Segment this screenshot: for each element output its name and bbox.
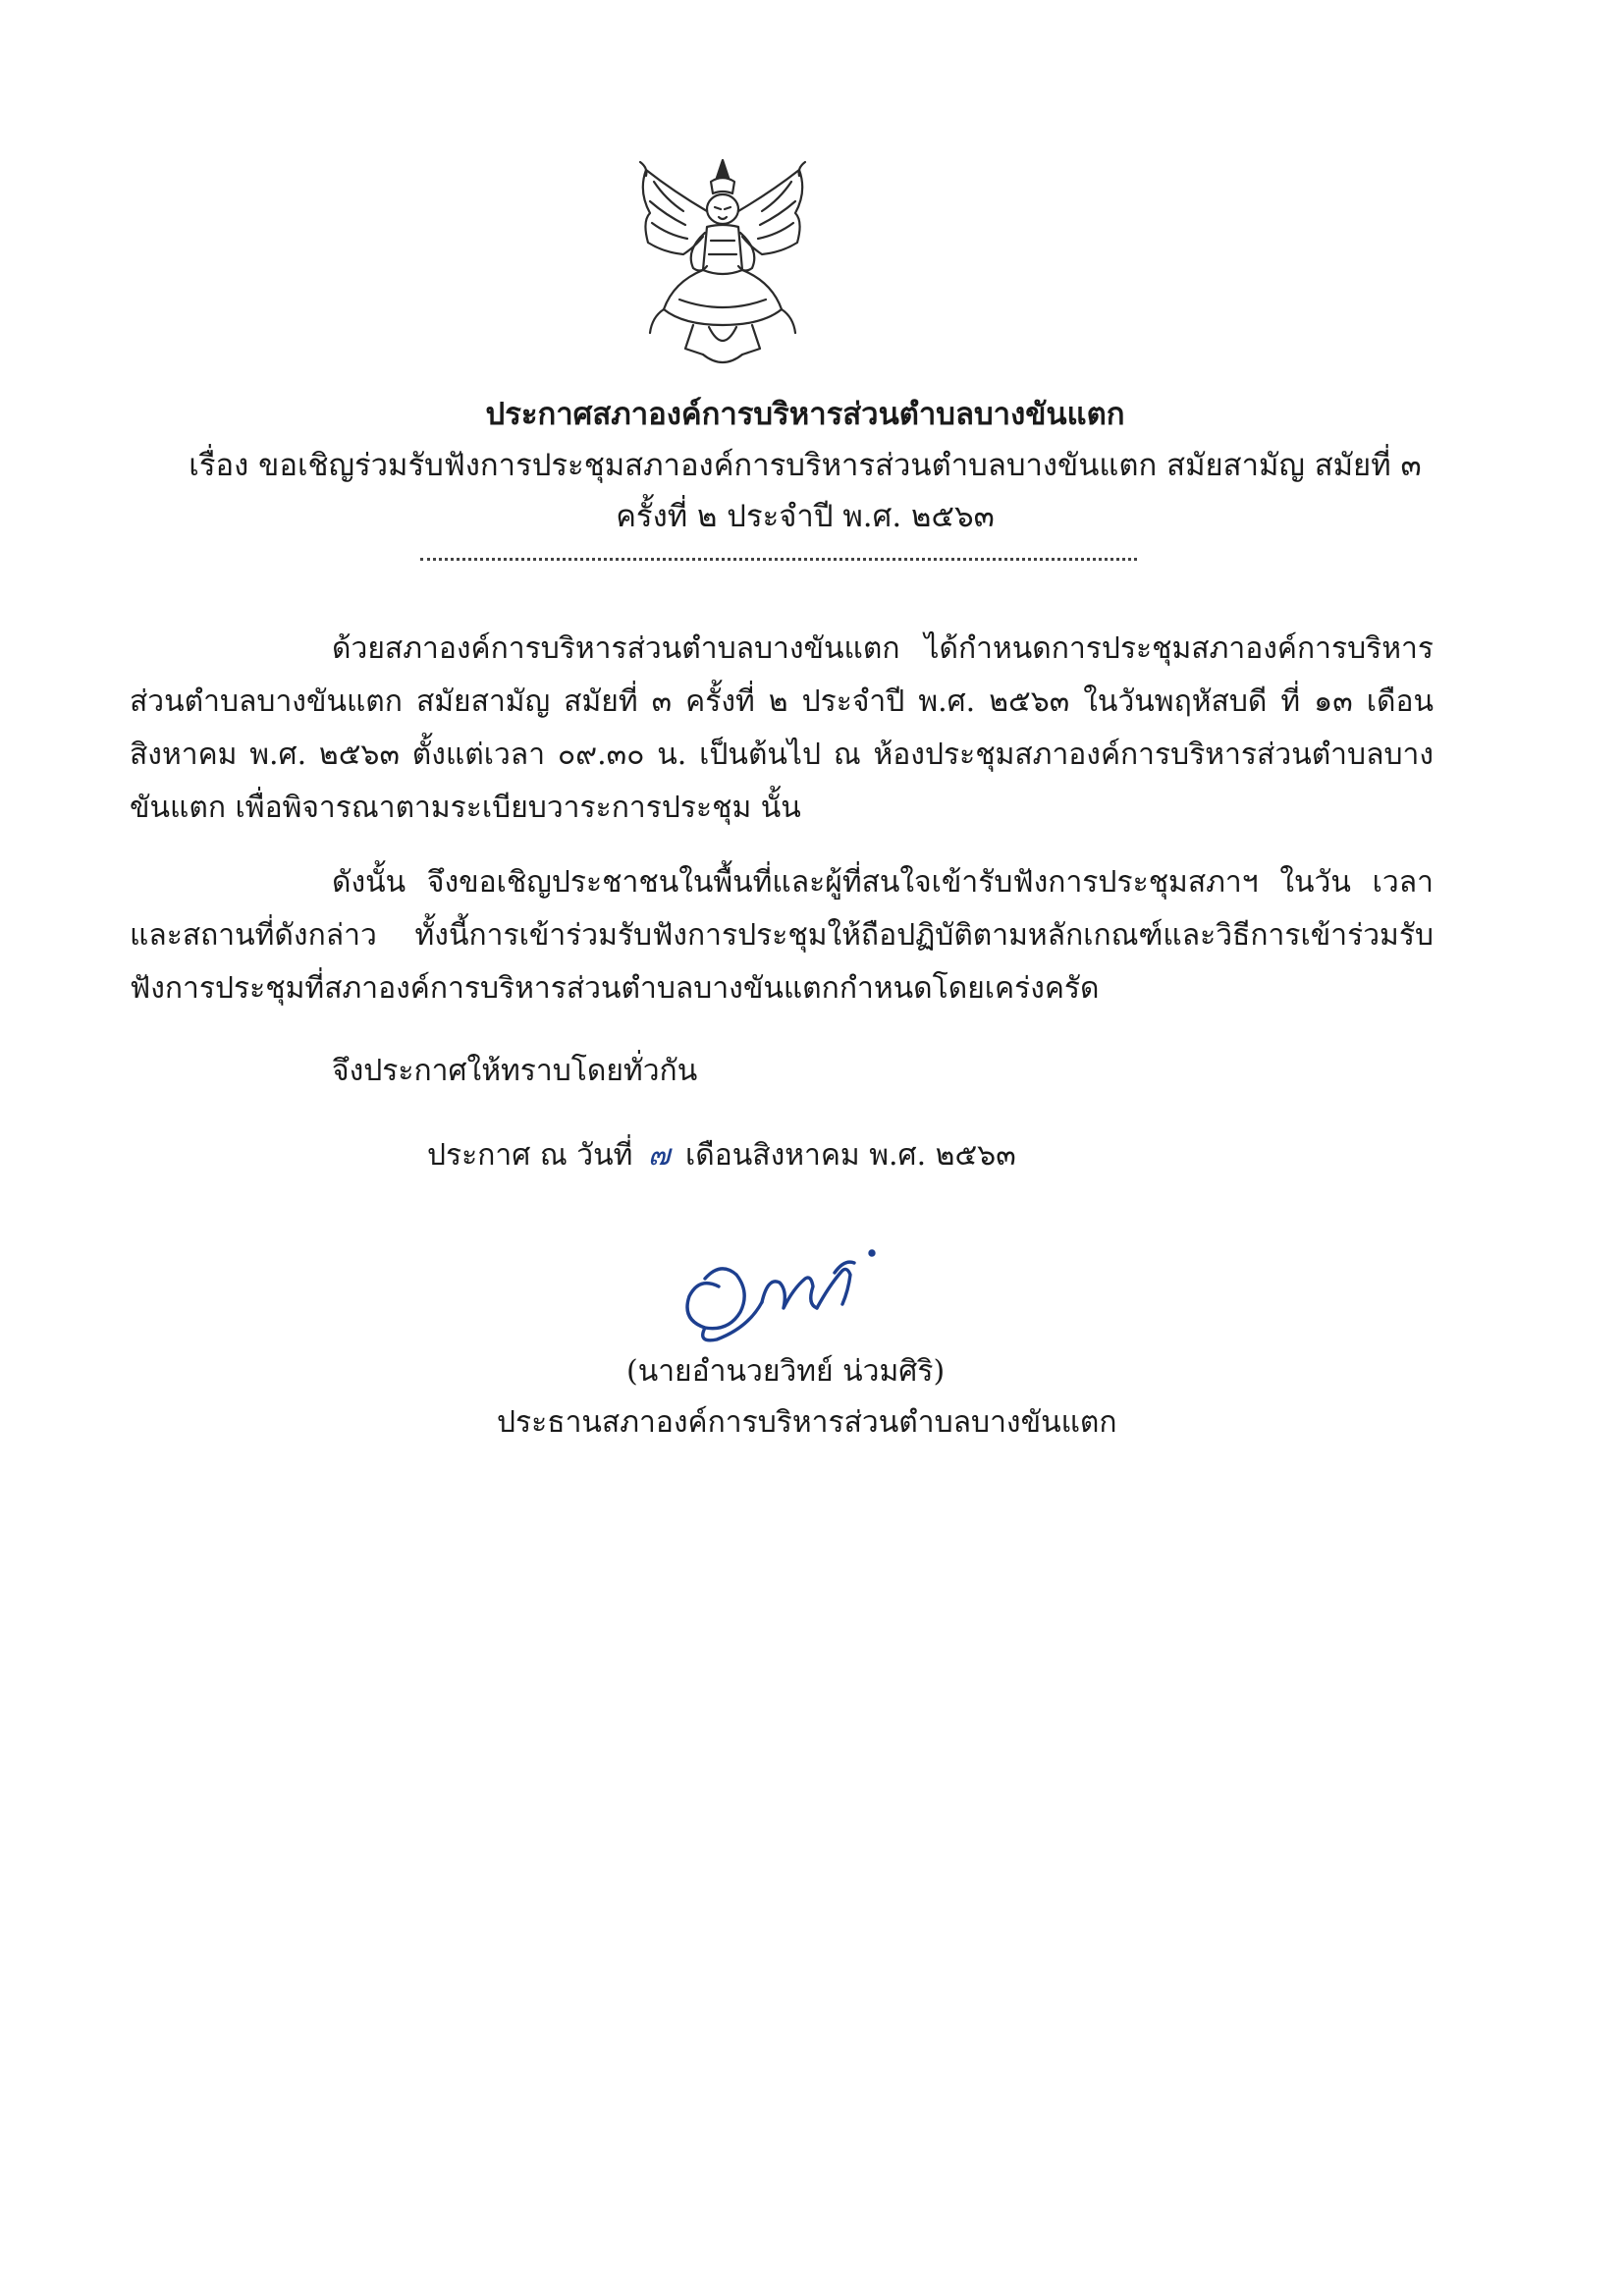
subject-line: เรื่อง ขอเชิญร่วมรับฟังการประชุมสภาองค์การบริหารส่วนตำบลบางขันแตก สมัยสามัญ สมัยที่ ๓: [189, 448, 1422, 483]
handwritten-signature: [660, 1218, 886, 1355]
announcement-heading: ประกาศสภาองค์การบริหารส่วนตำบลบางขันแตก: [485, 397, 1125, 432]
signatory-title: ประธานสภาองค์การบริหารส่วนตำบลบางขันแตก: [497, 1405, 1117, 1440]
body-paragraph-1: [130, 623, 1434, 835]
garuda-emblem-icon: [624, 152, 821, 373]
body-paragraph-1-text: ด้วยสภาองค์การบริหารส่วนตำบลบางขันแตก ได้กำหนดการประชุมสภาองค์การบริหารส่วนตำบลบางขันแตก สมัยสามัญ สมัยที่ ๓ ครั้งที่ ๒ ประจำปี พ.ศ. ๒๕๖๓ ในวันพฤหัสบดี ที่ ๑๓ เดือนสิงหาคม พ.ศ. ๒๕๖๓ ตั้งแต่เวลา ๐๙.๓๐ น. เป็นต้นไป ณ ห้องประชุมสภาองค์การบริหารส่วนตำบลบางขันแตก เพื่อพิจารณาตามระเบียบวาระการประชุม นั้น: [130, 631, 1434, 825]
body-paragraph-2-text: ดังนั้น จึงขอเชิญประชาชนในพื้นที่และผู้ที่สนใจเข้ารับฟังการประชุมสภาฯ ในวัน เวลา และสถานที่ดังกล่าว ทั้งนี้การเข้าร่วมรับฟังการประชุมให้ถือปฏิบัติตามหลักเกณฑ์และวิธีการเข้าร่วมรับฟังการประชุมที่สภาองค์การบริหารส่วนตำบลบางขันแตกกำหนดโดยเคร่งครัด: [130, 865, 1434, 1006]
signatory-name: (นายอำนวยวิทย์ น่วมศิริ): [626, 1354, 946, 1389]
closing-statement: จึงประกาศให้ทราบโดยทั่วกัน: [332, 1054, 698, 1088]
date-day-handwritten: ๗: [647, 1138, 671, 1173]
date-prefix: ประกาศ ณ วันที่: [427, 1138, 633, 1173]
dotted-separator: [420, 558, 1137, 561]
announcement-date: [427, 1129, 1016, 1182]
body-paragraph-2: [130, 856, 1434, 1015]
subject-line-continued: ครั้งที่ ๒ ประจำปี พ.ศ. ๒๕๖๓: [616, 499, 995, 534]
date-suffix: เดือนสิงหาคม พ.ศ. ๒๕๖๓: [685, 1138, 1016, 1173]
